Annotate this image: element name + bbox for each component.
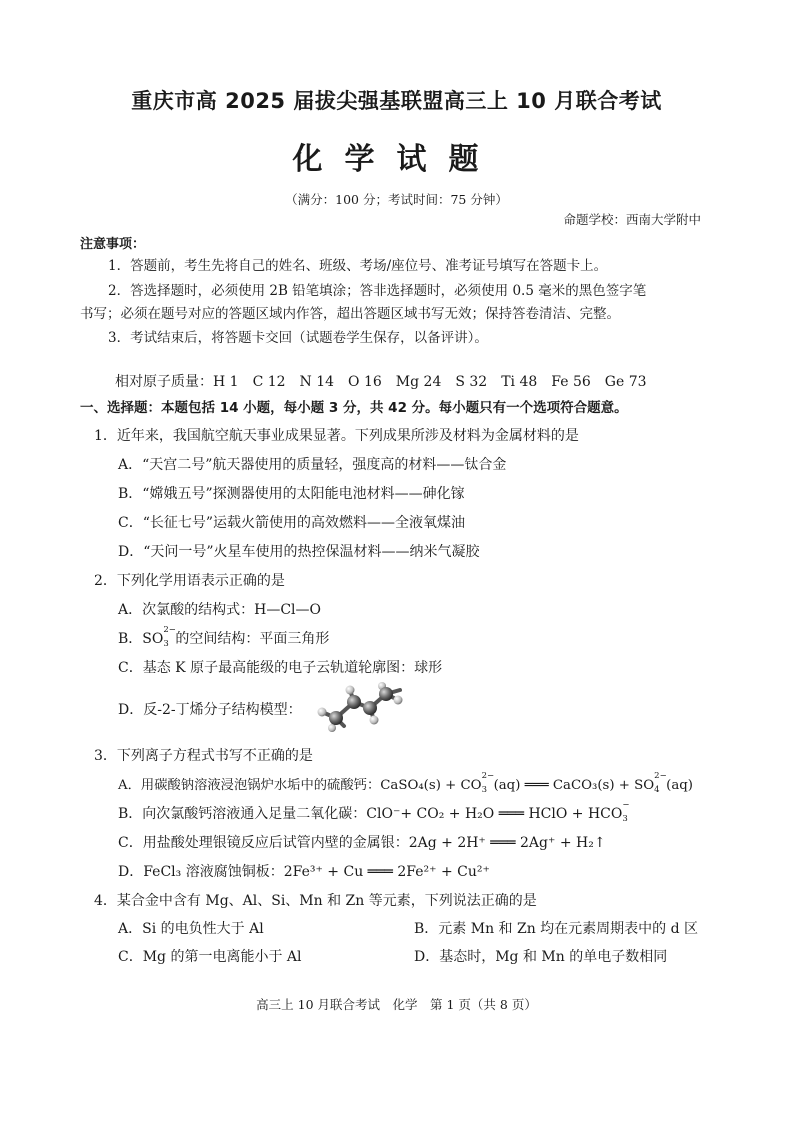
q3-stem: 3．下列离子方程式书写不正确的是	[94, 748, 313, 764]
trans-2-butene-model-icon	[312, 682, 408, 732]
notice-item-2: 2．答选择题时，必须使用 2B 铅笔填涂；答非选择题时，必须使用 0.5 毫米的黑色签字笔	[108, 283, 647, 299]
atomic-masses: 相对原子质量：H 1 C 12 N 14 O 16 Mg 24 S 32 Ti 48 Fe 56 Ge 73	[115, 374, 647, 390]
q4-stem: 4．某合金中含有 Mg、Al、Si、Mn 和 Zn 等元素，下列说法正确的是	[94, 893, 537, 909]
q4-option-a: A．Si 的电负性大于 Al	[118, 921, 264, 937]
notice-item-2-cont: 书写；必须在题号对应的答题区域内作答，超出答题区域书写无效；保持答卷清洁、完整。	[80, 306, 620, 322]
section-heading: 一、选择题：本题包括 14 小题，每小题 3 分，共 42 分。每小题只有一个选项符合题意。	[80, 400, 628, 416]
page-footer: 高三上 10 月联合考试 化学 第 1 页（共 8 页）	[256, 997, 537, 1012]
q1-option-a: A．“天宫二号”航天器使用的质量轻，强度高的材料——钛合金	[118, 457, 507, 473]
q4-option-c: C．Mg 的第一电离能小于 Al	[118, 949, 302, 965]
q1-option-d: D．“天问一号”火星车使用的热控保温材料——纳米气凝胶	[118, 544, 480, 560]
subject-title: 化学试题	[292, 142, 501, 177]
q4-option-b: B．元素 Mn 和 Zn 均在元素周期表中的 d 区	[414, 921, 699, 937]
exam-title: 重庆市高 2025 届拔尖强基联盟高三上 10 月联合考试	[131, 89, 662, 113]
q2-option-b: B．SO 2− 3 的空间结构：平面三角形	[118, 625, 330, 649]
q1-option-b: B．“嫦娥五号”探测器使用的太阳能电池材料——砷化镓	[118, 486, 465, 502]
q3-option-c: C．用盐酸处理银镜反应后试管内壁的金属银：2Ag + 2H⁺ ═══ 2Ag⁺ + H₂↑	[118, 835, 606, 851]
notice-item-3: 3．考试结束后，将答题卡交回（试题卷学生保存，以备评讲）。	[108, 330, 488, 346]
q4-option-d: D．基态时，Mg 和 Mn 的单电子数相同	[414, 949, 668, 965]
q2-option-d-label: D．反-2-丁烯分子结构模型：	[118, 702, 302, 718]
q1-stem: 1．近年来，我国航空航天事业成果显著。下列成果所涉及材料为金属材料的是	[94, 428, 579, 444]
q1-option-c: C．“长征七号”运载火箭使用的高效燃料——全液氧煤油	[118, 515, 466, 531]
q2-stem: 2．下列化学用语表示正确的是	[94, 573, 285, 589]
notice-title: 注意事项：	[80, 237, 146, 252]
setter-school: 命题学校：西南大学附中	[563, 212, 701, 227]
q2-option-c: C．基态 K 原子最高能级的电子云轨道轮廓图：球形	[118, 660, 443, 676]
q3-option-a: A．用碳酸钠溶液浸泡锅炉水垢中的硫酸钙：CaSO₄(s) + CO 2− 3 (aq) ═══ CaCO₃(s) + SO 2− 4 (aq)	[118, 771, 693, 795]
q3-option-b: B．向次氯酸钙溶液通入足量二氧化碳：ClO⁻+ CO₂ + H₂O ═══ HClO + HCO − 3	[118, 800, 630, 824]
q2-option-a: A．次氯酸的结构式：H—Cl—O	[118, 602, 321, 618]
notice-item-1: 1．答题前，考生先将自己的姓名、班级、考场/座位号、准考证号填写在答题卡上。	[108, 258, 608, 274]
q2-option-d	[118, 699, 302, 719]
exam-info: （满分：100 分；考试时间：75 分钟）	[285, 192, 508, 207]
q3-option-d: D．FeCl₃ 溶液腐蚀铜板：2Fe³⁺ + Cu ═══ 2Fe²⁺ + Cu²⁺	[118, 864, 490, 880]
